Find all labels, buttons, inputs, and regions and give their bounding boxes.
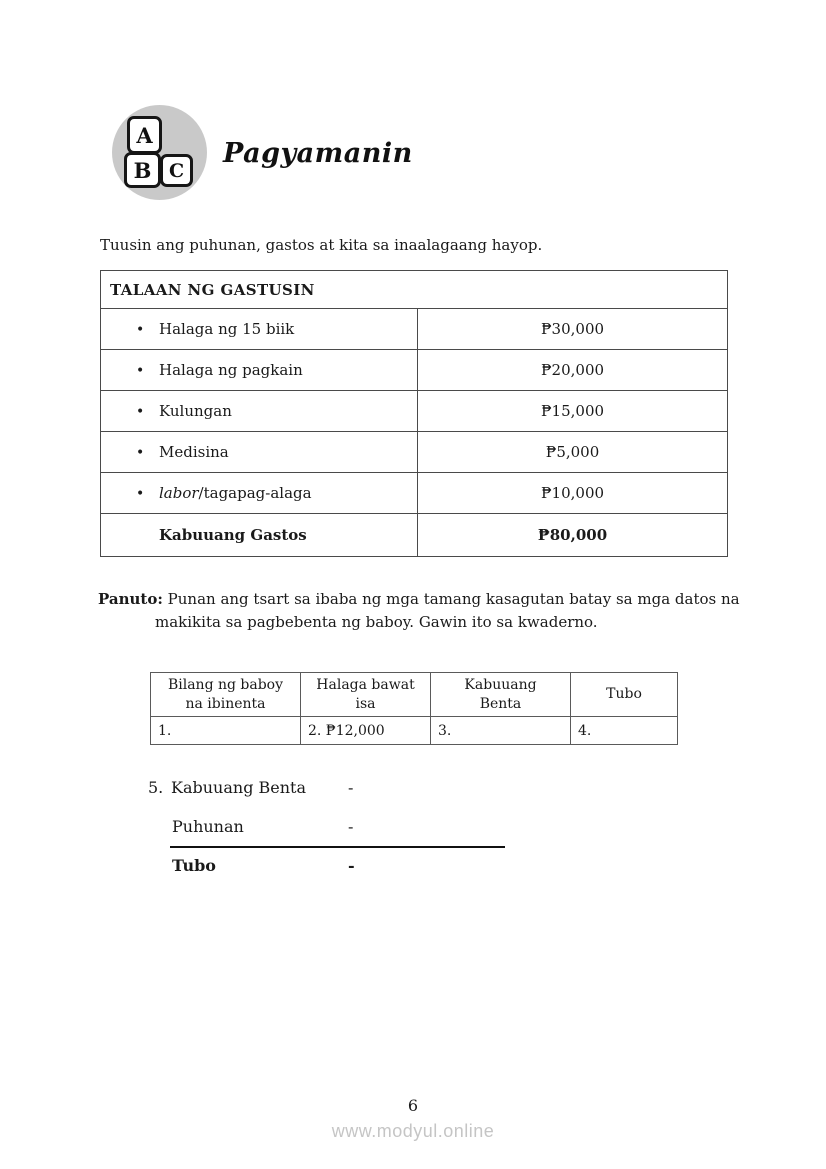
expense-label: • Halaga ng 15 biik [101, 309, 418, 350]
panuto-text-line2: makikita sa pagbebenta ng baboy. Gawin ito sa kwaderno. [155, 613, 598, 631]
block-a-letter: A [136, 122, 153, 148]
expense-label: • Halaga ng pagkain [101, 350, 418, 391]
page-number: 6 [407, 1096, 419, 1115]
expense-total-label: Kabuuang Gastos [101, 514, 418, 557]
bullet-icon: • [136, 322, 145, 338]
abc-blocks-icon [112, 105, 207, 200]
computation-item-number: 5. [148, 778, 164, 797]
computation-puhunan-dash: - [348, 817, 354, 836]
expense-total-row [101, 514, 728, 557]
computation-benta-label: Kabuuang Benta [171, 778, 307, 797]
computation-benta-dash: - [348, 778, 354, 797]
intro-text: Tuusin ang puhunan, gastos at kita sa inaalagaang hayop. [100, 236, 543, 254]
answer-cell-1: 1. [151, 717, 301, 745]
answer-cell-2: 2. ₱12,000 [301, 717, 431, 745]
bullet-icon: • [136, 445, 145, 461]
panuto-label: Panuto: [98, 590, 163, 608]
page-title: Pagyamanin [223, 138, 413, 169]
sale-header-bilang: Bilang ng baboy na ibinenta [151, 673, 301, 717]
sale-header-halaga: Halaga bawat isa [301, 673, 431, 717]
table-row [101, 473, 728, 514]
answer-cell-3: 3. [431, 717, 571, 745]
bullet-icon: • [136, 486, 145, 502]
table-row [101, 309, 728, 350]
expense-label: • Medisina [101, 432, 418, 473]
table-row [101, 432, 728, 473]
block-c-letter: C [168, 159, 185, 182]
expense-total-amount: ₱80,000 [418, 514, 728, 557]
sale-table-answer-row [151, 717, 678, 745]
block-c [160, 154, 193, 187]
computation-tubo-label: Tubo [172, 856, 216, 875]
expense-table [100, 270, 728, 557]
expense-amount: ₱20,000 [418, 350, 728, 391]
expense-label: • labor/tagapag-alaga [101, 473, 418, 514]
table-row [101, 391, 728, 432]
bullet-icon: • [136, 363, 145, 379]
block-b [124, 152, 161, 188]
sale-header-kabuuang: Kabuuang Benta [431, 673, 571, 717]
expense-amount: ₱5,000 [418, 432, 728, 473]
subtraction-rule-line [170, 846, 505, 848]
expense-label: • Kulungan [101, 391, 418, 432]
computation-puhunan-label: Puhunan [172, 817, 244, 836]
sale-table [150, 672, 678, 745]
expense-amount: ₱30,000 [418, 309, 728, 350]
panuto-line1 [98, 590, 740, 608]
panuto-text-line1: Punan ang tsart sa ibaba ng mga tamang kasagutan batay sa mga datos na [167, 590, 740, 608]
bullet-icon: • [136, 404, 145, 420]
watermark: www.modyul.online [331, 1121, 495, 1141]
sale-table-header-row [151, 673, 678, 717]
expense-amount: ₱15,000 [418, 391, 728, 432]
block-a [127, 116, 162, 154]
block-b-letter: B [133, 157, 152, 183]
expense-table-title: TALAAN NG GASTUSIN [101, 271, 728, 309]
expense-table-title-row [101, 271, 728, 309]
computation-tubo-dash: - [348, 856, 355, 875]
table-row [101, 350, 728, 391]
expense-amount: ₱10,000 [418, 473, 728, 514]
answer-cell-4: 4. [571, 717, 678, 745]
sale-header-tubo: Tubo [571, 673, 678, 717]
